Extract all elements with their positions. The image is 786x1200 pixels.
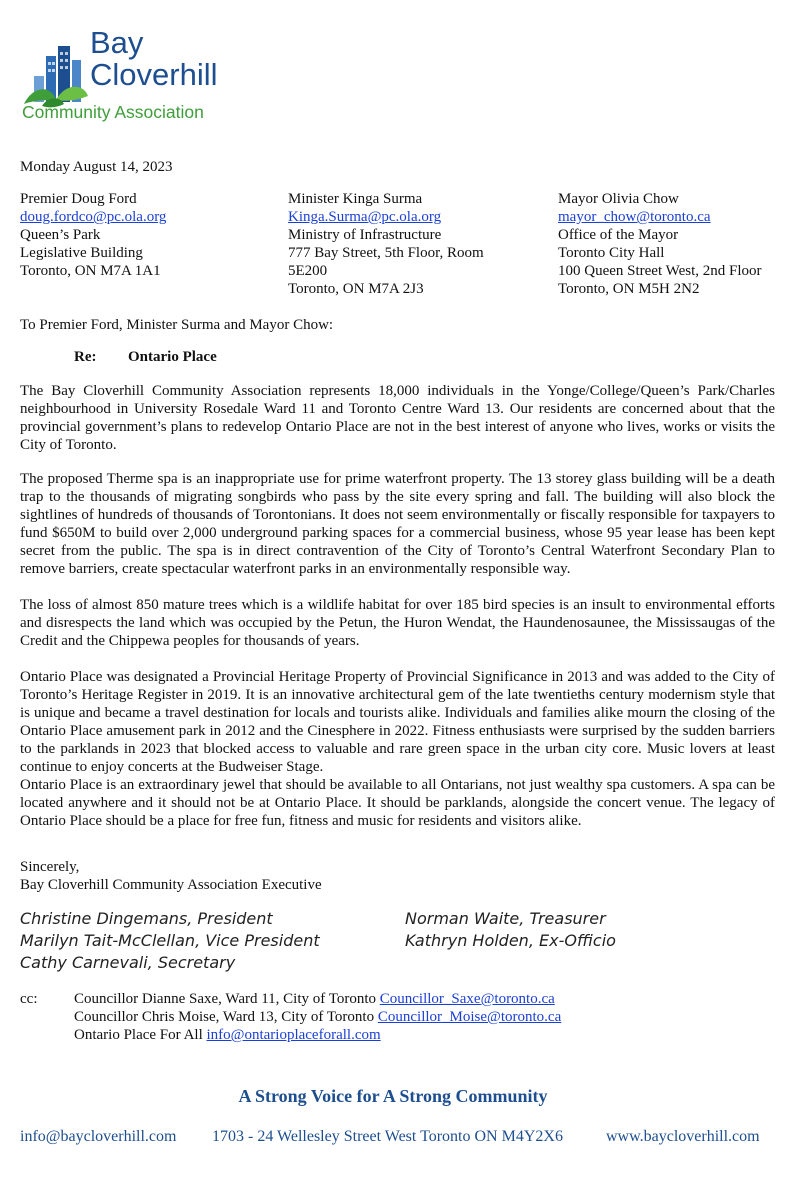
- recipient-address-line: 5E200: [288, 263, 328, 279]
- cc-label: cc:: [20, 991, 38, 1007]
- recipient-address-line: Queen’s Park: [20, 227, 101, 243]
- recipient-name: Minister Kinga Surma: [288, 191, 423, 207]
- recipient-address-line: Toronto City Hall: [558, 245, 665, 261]
- logo-text-bay: Bay: [90, 25, 144, 60]
- letter-date: Monday August 14, 2023: [20, 159, 173, 175]
- body-paragraph-5: Ontario Place is an extraordinary jewel that should be available to all Ontarians, not just wealthy spa customers. A spa can be located anywhere and it should not be at Ontario Place. It should be parklands, alongside the concert venue. The legacy of Ontario Place should be a place for free fun, fitness and music for residents and visitors alike.: [20, 777, 775, 829]
- cc-line: [74, 990, 555, 1008]
- association-logo: [20, 26, 220, 136]
- recipient-address-line: 100 Queen Street West, 2nd Floor: [558, 263, 762, 279]
- re-subject: Ontario Place: [128, 349, 217, 365]
- cc-line: [74, 1008, 561, 1026]
- salutation: To Premier Ford, Minister Surma and Mayor Chow:: [20, 317, 334, 333]
- cc-line: [74, 1026, 381, 1044]
- signature-treasurer: Norman Waite, Treasurer: [405, 909, 606, 928]
- cc-email-link[interactable]: Councillor_Moise@toronto.ca: [377, 1009, 562, 1025]
- cc-recipient: Councillor Dianne Saxe, Ward 11, City of Toronto: [74, 991, 380, 1007]
- recipient-address-line: Legislative Building: [20, 245, 143, 261]
- recipient-address-line: Ministry of Infrastructure: [288, 227, 442, 243]
- footer-address: 1703 - 24 Wellesley Street West Toronto ON M4Y2X6: [212, 1128, 563, 1145]
- recipient-email-link[interactable]: doug.fordco@pc.ola.org: [20, 209, 167, 225]
- recipient-address-line: Toronto, ON M7A 1A1: [20, 263, 161, 279]
- recipient-email-link[interactable]: mayor_chow@toronto.ca: [558, 209, 711, 225]
- signature-secretary: Cathy Carnevali, Secretary: [20, 953, 236, 972]
- logo-text-community-association: Community Association: [22, 102, 204, 122]
- signature-president: Christine Dingemans, President: [20, 909, 273, 928]
- logo-text-cloverhill: Cloverhill: [90, 57, 218, 92]
- closing-org: Bay Cloverhill Community Association Executive: [20, 877, 322, 893]
- cc-email-link[interactable]: info@ontarioplaceforall.com: [206, 1027, 381, 1043]
- recipient-address-line: Office of the Mayor: [558, 227, 679, 243]
- body-paragraph-4: Ontario Place was designated a Provincial Heritage Property of Provincial Significance in 2013 and was added to the City of Toronto’s Heritage Register in 2019. It is an innovative architectural gem of the late twentieths century modernism style that is unique and became a travel destination for locals and tourists alike. Individuals and families alike mourn the closing of the Ontario Place amusement park in 2012 and the Cinesphere in 2022. Fitness enthusiasts were surprised by the sudden barriers to the parklands in 2023 that blocked access to valuable and rare green space in the urban city core. Music lovers at least continue to enjoy concerts at the Budweiser Stage.: [20, 669, 775, 775]
- signature-ex-officio: Kathryn Holden, Ex-Officio: [405, 931, 616, 950]
- footer-email[interactable]: info@baycloverhill.com: [20, 1128, 177, 1145]
- signature-vice-president: Marilyn Tait-McClellan, Vice President: [20, 931, 320, 950]
- re-label: Re:: [74, 349, 97, 365]
- footer-website[interactable]: www.baycloverhill.com: [606, 1128, 760, 1145]
- recipient-name: Mayor Olivia Chow: [558, 191, 679, 207]
- body-paragraph-1: The Bay Cloverhill Community Association represents 18,000 individuals in the Yonge/College/Queen’s Park/Charles neighbourhood in University Rosedale Ward 11 and Toronto Centre Ward 13. Our residents are concerned about that the provincial government’s plans to redevelop Ontario Place are not in the best interest of anyone who lives, works or visits the City of Toronto.: [20, 383, 775, 453]
- closing: Sincerely,: [20, 859, 80, 875]
- body-paragraph-3: The loss of almost 850 mature trees which is a wildlife habitat for over 185 bird species is an insult to environmental efforts and disrespects the land which was occupied by the Petun, the Huron Wendat, the Haundenosaunee, the Mississaugas of the Credit and the Chippewa peoples for thousands of years.: [20, 597, 775, 649]
- recipient-address-line: Toronto, ON M5H 2N2: [558, 281, 700, 297]
- body-paragraph-2: The proposed Therme spa is an inappropriate use for prime waterfront property. The 13 storey glass building will be a death trap to the thousands of migrating songbirds who pass by the site every spring and fall. The building will also block the sightlines of hundreds of thousands of Torontonians. It does not seem environmentally or fiscally responsible for taxpayers to fund $650M to build over 2,000 underground parking spaces for a commercial business, whose 95 year lease has been kept secret from the public. The spa is in direct contravention of the City of Toronto’s Central Waterfront Secondary Plan to remove barriers, create spectacular waterfront parks in an environmentally responsible way.: [20, 471, 775, 577]
- footer-tagline: A Strong Voice for A Strong Community: [238, 1086, 548, 1106]
- recipient-name: Premier Doug Ford: [20, 191, 137, 207]
- recipient-email-link[interactable]: Kinga.Surma@pc.ola.org: [288, 209, 442, 225]
- cc-recipient: Ontario Place For All: [74, 1027, 207, 1043]
- recipient-address-line: Toronto, ON M7A 2J3: [288, 281, 424, 297]
- cc-recipient: Councillor Chris Moise, Ward 13, City of Toronto: [74, 1009, 378, 1025]
- recipient-address-line: 777 Bay Street, 5th Floor, Room: [288, 245, 484, 261]
- cc-email-link[interactable]: Councillor_Saxe@toronto.ca: [379, 991, 555, 1007]
